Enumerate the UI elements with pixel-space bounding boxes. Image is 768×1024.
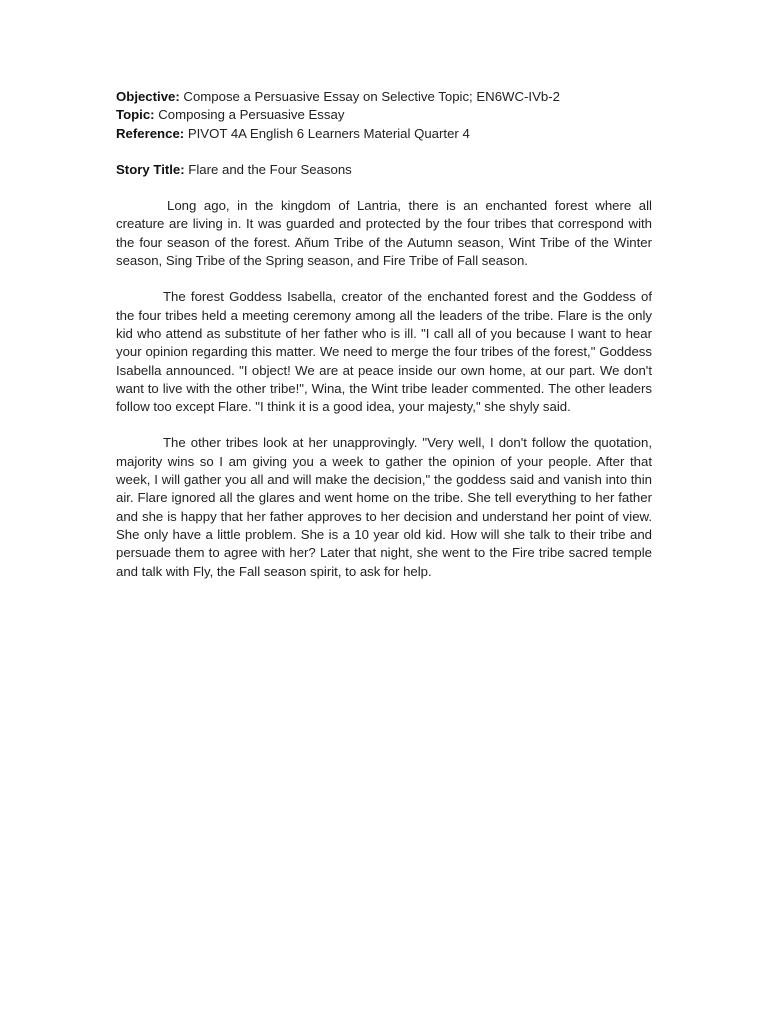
reference-value: PIVOT 4A English 6 Learners Material Quarter 4 bbox=[184, 125, 470, 141]
document-body bbox=[116, 88, 652, 581]
objective-label: Objective: bbox=[116, 89, 180, 104]
story-paragraph-1: Long ago, in the kingdom of Lantria, there is an enchanted forest where all creature are living in. It was guarded and protected by the four tribes that correspond with the four season of the forest. Añum Tribe of the Autumn season, Wint Tribe of the Winter season, Sing Tribe of the Spring season, and Fire Tribe of Fall season. bbox=[116, 198, 652, 269]
story-title-line bbox=[116, 161, 652, 179]
objective-value: Compose a Persuasive Essay on Selective Topic; EN6WC-IVb-2 bbox=[179, 89, 560, 104]
story-paragraph-2: The forest Goddess Isabella, creator of the enchanted forest and the Goddess of the four tribes held a meeting ceremony among all the leaders of the tribe. Flare is the only kid who attend as substitute of her father who is ill. "I call all of you because I want to hear your opinion regarding this matter. We need to merge the four tribes of the forest," Goddess Isabella announced. "I object! We are at peace inside our own home, at our part. We don't want to live with the other tribe!", Wina, the Wint tribe leader commented. The other leaders follow too except Flare. "I think it is a good idea, your majesty," she shyly said. bbox=[116, 289, 652, 415]
story-paragraph-3: The other tribes look at her unapprovingly. "Very well, I don't follow the quotation, majority wins so I am giving you a week to gather the opinion of your people. After that week, I will gather you all and will make the decision," the goddess said and vanish into thin air. Flare ignored all the glares and went home on the tribe. She tell everything to her father and she is happy that her father approves to her decision and understand her point of view. She only have a little problem. She is a 10 year old kid. How will she talk to their tribe and persuade them to agree with her? Later that night, she went to the Fire tribe sacred temple and talk with Fly, the Fall season spirit, to ask for help. bbox=[116, 435, 652, 579]
topic-line bbox=[116, 106, 652, 124]
story-title-label: Story Title: bbox=[116, 161, 185, 177]
topic-label: Topic: bbox=[116, 107, 155, 123]
reference-label: Reference: bbox=[116, 125, 185, 141]
story-title-value: Flare and the Four Seasons bbox=[184, 161, 352, 177]
objective-line bbox=[116, 88, 652, 106]
reference-line bbox=[116, 125, 652, 143]
topic-value: Composing a Persuasive Essay bbox=[154, 107, 345, 123]
